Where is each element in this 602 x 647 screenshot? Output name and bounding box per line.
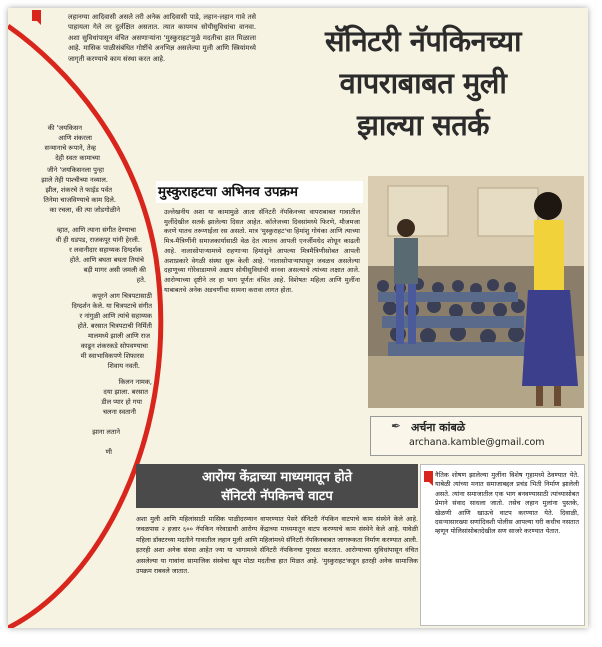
left-fragment-line: मी स्वाभाविकपणे शिफारस bbox=[80, 352, 144, 360]
left-fragment-line: बड़ी मागर असी जमली की bbox=[83, 266, 146, 274]
left-fragment-line: सन्मानाचे रूपाने, तेव्ह bbox=[44, 144, 96, 152]
left-fragment-line: किलन नामक, bbox=[118, 378, 152, 386]
left-fragment-line: होते. बरसात चित्रपटाची निर्मिती bbox=[77, 322, 152, 330]
author-name: अर्चना कांबळे bbox=[411, 421, 466, 434]
left-fragment-line: होते. आणि बघता बघता तियांचे bbox=[69, 256, 144, 264]
left-fragment-line: र लवानीदार सहाय्यक दिग्दर्शक bbox=[69, 246, 142, 254]
banner-line-1: आरोग्य केंद्राच्या माध्यमातून होते bbox=[201, 470, 353, 485]
left-fragment-line: कपूरने आग चित्रपटासाठी bbox=[92, 292, 152, 300]
left-fragment-line: व्हात, आणि त्याना संगीत देण्याचा bbox=[56, 226, 136, 234]
red-tab-icon bbox=[424, 471, 433, 482]
left-fragment-line: हते. bbox=[136, 276, 146, 284]
byline-box bbox=[370, 416, 582, 456]
side-box bbox=[420, 464, 585, 626]
bottom-article: अशा मुली आणि महिलांसाठी मासिक पाळीदरम्यान वापरण्यात पेसरे सॅनिटरी नॅपकिन वाटपाचे काम संस्थेने केले आहे. जवळपास २ हजार ६०० नॅपकिन नरेवाडाची आरोग्य केंद्राच्या माध्यमातून वाटप करण्याचे काम संस्थेने केले आहे. यावेळी महिला डॉक्टरच्या मदतीने गावातील लहान मुली आणि महिलांमध्ये सॅनिटरी नॅपकिनबाबत जागरूकता निर्माण करण्यात आली. इतरही अशा अनेक संस्था आहेत ज्या या भागामध्ये सॅनिटरी नॅपकिनचा पुरवठा करतात. आरोग्याच्या सुविधांपासून वंचित असलेल्या या गावांना सामाजिक संस्थेचा खूप मोठा मदतीचा हात मिळत आहे. 'मुस्कुराहट'कडून इतरही अनेक सामाजिक उपक्रम राबवले जातात. bbox=[136, 515, 418, 576]
left-fragment-line: वी ही धडपड, राजकपूर यांनी हेरली. bbox=[55, 236, 140, 244]
left-fragment-line: काढून शंकरकडे सोपवण्याचा bbox=[80, 342, 148, 350]
red-tab-icon bbox=[32, 10, 41, 21]
left-fragment-line: तिनेमा चाजविण्याचे काम दिले. bbox=[43, 196, 116, 204]
side-box-text: नैतिक शोषण झालेल्या मुलींना विशेष गृहामध्ये ठेवण्यात येते. याबेळी त्यांच्या मनात समाजाबद्दल प्रचंड भिती निर्माण झालेली असते. त्यांना समाजातील एक भाग बनवण्यासाठी त्यांच्यासोबत प्रेमाने संवाद साधला जातो. तसेच लहान मुलांना पुस्तके, खेळणी आणि खाऊचे वाटप करण्यात येते. दिवाळी, दसऱ्यासारख्या सणांदिवशी पोलीस आपल्या घरी कधीच नसतात म्हणून पोलिसांसोबतदेखील सण साजरे करण्यात येतात. bbox=[435, 471, 579, 536]
subheading: मुस्कुराहटचा अभिनव उपक्रम bbox=[156, 181, 363, 203]
left-fragment-line: णी bbox=[105, 448, 112, 456]
newspaper-clipping bbox=[8, 8, 588, 628]
left-fragment-line: झील, शंकरचे ते फाईड पर्वत bbox=[45, 186, 112, 194]
left-fragment-line: की 'जयकिसन bbox=[47, 124, 82, 132]
left-fragment-line: दिग्दर्शन केले. या चित्रपटाचे संगीत bbox=[71, 302, 152, 310]
left-fragment-line: शिवाय नवती. bbox=[107, 362, 140, 370]
left-fragment-line: जीने 'जयकिसनला पुन्हा bbox=[47, 166, 104, 174]
headline-line-2: वापराबाबत मुली bbox=[339, 66, 507, 100]
left-fragment-line: मालमध्ये झाली आणि राज bbox=[87, 332, 150, 340]
section-banner bbox=[136, 464, 418, 508]
left-fragment-line: झाना लताने bbox=[92, 428, 120, 436]
classroom-photo-illustration bbox=[368, 176, 584, 408]
left-fragment-line: का रचला, की त्या जोडगोळीने bbox=[49, 206, 120, 214]
headline-line-3: झाल्या सतर्क bbox=[356, 108, 490, 142]
left-fragment-line: चलना स्वतानी bbox=[102, 408, 136, 416]
banner-line-2: सॅनिटरी नॅपकिनचे वाटप bbox=[221, 489, 333, 504]
headline-line-1: सॅनिटरी नॅपकिनच्या bbox=[324, 24, 522, 58]
article-photo bbox=[368, 176, 584, 408]
left-fragment-line: आणि शंकरला bbox=[58, 134, 92, 142]
left-fragment-line: झाले तेही पाश्चीच्या नव्याल. bbox=[41, 176, 108, 184]
left-fragment-line: र नांगुळी आणि त्यांचे सहाय्यक bbox=[79, 312, 152, 320]
author-email: archana.kamble@gmail.com bbox=[409, 437, 545, 448]
left-fragment-line: देही स्वतः कामाच्या bbox=[55, 154, 100, 162]
left-fragment-line: दया झाला. बरसात bbox=[103, 388, 148, 396]
intro-paragraph: लहानग्या आदिवासी असले तरी अनेक आदिवासी पाडे, लहान-लहान गावे तसे पाहायला गेले तर दुर्लक्षित असतात. त्यात कायमच सोयीसुविधांचा वानवा. अशा सुविधांपासून वंचित असणाऱ्यांना 'मुस्कुराहट'मुळे मदतीचा हात मिळाला आहे. मासिक पाळीसंबंधित गोष्टींचे अनभिज्ञ असलेल्या मुली आणि स्त्रियांमध्ये जागृती करण्याचे काम संस्था करत आहे. bbox=[68, 13, 256, 63]
middle-column-article: उल्लेखनीय अशा या कामामुळे आता सॅनिटरी नॅपकिनच्या वापराबाबत गावातील मुलींदेखील सतर्क झालेल्या दिसत आहेत. कॉलेजच्या दिवसांमध्ये फिरणे, मौजमजा करणे यातच तरूणाईला रस असतो. मात्र 'मुस्कुराहट'चा हिमांशु गोयंका आणि त्याच्या मित्र-मैत्रिणींनी समाजकार्यासाठी वेळ देत त्यातच आपली एनर्जीमधेद शोधून काढली आहे. नालासोपाऱ्यामध्ये राहणाऱ्या हिमांशुने आपल्या मित्रमैत्रिणीसोबत आपली अशाप्रकारे वेगळी संस्था सुरू केली आहे. 'नालासोपाऱ्यापासून जवळच असलेल्या दहाणूच्या गोरेवाडामध्ये अद्याप सोयीसुविधांची वानवा असल्याचे त्यांच्या लक्षात आले. आरोग्याच्या दृष्टीने तर हा भाग पूर्णतः वंचित आहे. विशेषतः महिला आणि मुलींना याबाबतचे अनेक अडचणींचा सामना करावा लागत होता. bbox=[164, 208, 360, 294]
pen-icon: ✒ bbox=[391, 419, 402, 433]
left-fragment-line: डील प्यार हो गया bbox=[101, 398, 142, 406]
page-title bbox=[263, 20, 583, 146]
